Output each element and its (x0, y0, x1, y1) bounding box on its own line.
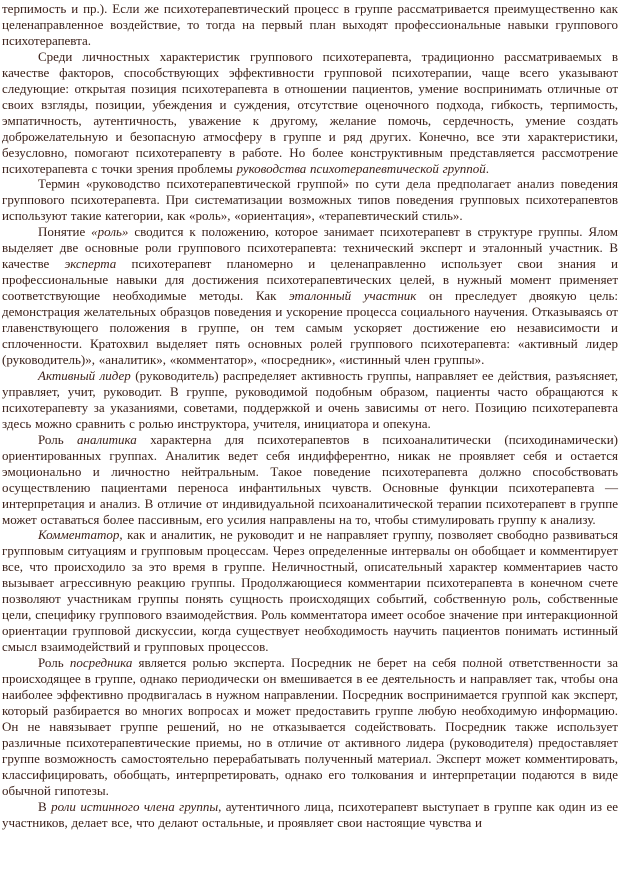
paragraph-4 (2, 224, 618, 368)
paragraph-2-run-2: руководства психотерапевтической группой (236, 160, 486, 176)
paragraph-2-run-3: . (485, 160, 490, 176)
paragraph-6-run-3: характерна для психотерапевтов в психоаналитически (психодинамически) ориентированных группах. Аналитик ведет себя индифферентно, никак не проявляет себя и остается эмоционально и личностно нейтральным. Такое поведение психотерапевта должно способствовать осуществлению пациентами переноса инфантильных чувств. Основные функции психотерапевта — интерпретация и анализ. В отличие от индивидуальной психоаналитической терапии психотерапевт в группе может оставаться более пассивным, его усилия направлены на то, чтобы стимулировать группу к анализу. (2, 431, 618, 527)
paragraph-8 (2, 655, 618, 799)
paragraph-4-run-7: он преследует двоякую цель: демонстрация желательных образцов поведения и ускорение процесса социального научения. Отказываясь от главенствующего положения в группе, он тем самым ускоряет достижение ею независимости и сплоченности. Кратохвил выделяет пять основных ролей группового психотерапевта: «активный лидер (руководитель)», «аналитик», «комментатор», «посредник», «истинный член группы». (2, 288, 618, 367)
paragraph-8-run-3: является ролью эксперта. Посредник не берет на себя полной ответственности за происходящее в группе, однако периодически он вмешивается в ее деятельность и направляет так, чтобы она наиболее эффективно продвигалась в нужном направлении. Посредник воспринимается группой как эксперт, который разбирается во многих вопросах и может предоставить группе любую необходимую информацию. Он не навязывает группе решений, но не отказывается содействовать. Посредник также использует различные психотерапевтические приемы, но в отличие от активного лидера (руководителя) предоставляет группе возможность самостоятельно перерабатывать полученный материал. Эксперт может комментировать, классифицировать, обобщать, интерпретировать, однако его толкования и интерпретации подаются в виде обычной гипотезы. (2, 655, 619, 798)
paragraph-9-run-3: , аутентичного лица, психотерапевт выступает в группе как один из ее участников, делает все, что делают остальные, и проявляет свои настоящие чувства и (2, 798, 618, 830)
paragraph-9-run-2: роли истинного члена группы (51, 798, 219, 814)
paragraph-4-run-5: психотерапевт планомерно и целенаправленно использует свои знания и профессиональные навыки для достижения психотерапевтических целей, в нужный момент применяет соответствующие необходимые методы. Как (2, 256, 618, 304)
paragraph-7-run-2: , как и аналитик, не руководит и не направляет группу, позволяет свободно развиваться групповым ситуациям и групповым процессам. Через определенные интервалы он обобщает и комментирует все, что происходило за это время в группе. Неличностный, описательный характер комментариев часто вызывает агрессивную реакцию группы. Продолжающиеся комментарии психотерапевта в конечном счете позволяют участникам группы понять сущность происходящих событий, собственную роль, собственные цели, специфику группового взаимодействия. Роль комментатора имеет особое значение при интеракционной ориентации групповой дискуссии, когда существует необходимость научить пациентов понимать истинный смысл взаимодействий и групповых процессов. (2, 527, 618, 655)
paragraph-8-run-2: посредника (69, 655, 133, 671)
paragraph-4-run-4: эксперта (64, 256, 117, 272)
paragraph-9-run-1: В (38, 798, 52, 814)
paragraph-5-run-1: Активный лидер (38, 367, 131, 383)
paragraph-2-run-1: Среди личностных характеристик группового психотерапевта, традиционно рассматриваемых в качестве факторов, способствующих эффективности групповой психотерапии, чаще всего указывают следующие: открытая позиция психотерапевта в отношении пациентов, умение воспринимать отличные от своих взгляды, позиции, убеждения и суждения, отсутствие оценочного подхода, гибкость, терпимость, эмпатичность, аутентичность, уважение к другому, желание помочь, сердечность, умение создать доброжелательную и безопасную атмосферу в группе и ряд других. Конечно, все эти характеристики, безусловно, помогают психотерапевту в работе. Но более конструктивным представляется рассмотрение психотерапевта с точки зрения проблемы (2, 48, 618, 176)
paragraph-7 (2, 527, 618, 655)
paragraph-8-run-1: Роль (38, 655, 70, 671)
paragraph-4-run-1: Понятие (38, 224, 92, 240)
paragraph-1 (2, 1, 618, 49)
paragraph-5-run-2: (руководитель) распределяет активность группы, направляет ее действия, разъясняет, управляет, учит, руководит. В группе, руководимой подобным образом, пациенты часто обращаются к психотерапевту за указаниями, советами, поддержкой и очень зависимы от него. Позицию психотерапевта здесь можно сравнить с ролью инструктора, учителя, инициатора и опекуна. (2, 367, 618, 431)
paragraph-4-run-6: эталонный участник (289, 288, 417, 304)
paragraph-9 (2, 799, 618, 831)
paragraph-3-run-1: Термин «руководство психотерапевтической группой» по сути дела предполагает анализ поведения группового психотерапевта. При систематизации возможных типов поведения групповых психотерапевтов используют такие категории, как «роль», «ориентация», «терапевтический стиль». (2, 176, 618, 224)
paragraph-4-run-3: сводится к положению, которое занимает психотерапевт в структуре группы. Ялом выделяет две основные роли группового психотерапевта: технический эксперт и эталонный участник. В качестве (2, 224, 618, 272)
paragraph-6 (2, 432, 618, 528)
paragraph-3 (2, 176, 618, 224)
paragraph-2 (2, 49, 618, 177)
paragraph-1-run-1: терпимость и пр.). Если же психотерапевтический процесс в группе рассматривается преимущественно как целенаправленное воздействие, то тогда на первый план выходят профессиональные навыки группового психотерапевта. (2, 1, 618, 48)
paragraph-6-run-1: Роль (38, 431, 78, 447)
paragraph-5 (2, 368, 618, 432)
paragraph-4-run-2: «роль» (91, 224, 129, 240)
paragraph-6-run-2: аналитика (77, 431, 137, 447)
paragraph-7-run-1: Комментатор (38, 527, 120, 543)
